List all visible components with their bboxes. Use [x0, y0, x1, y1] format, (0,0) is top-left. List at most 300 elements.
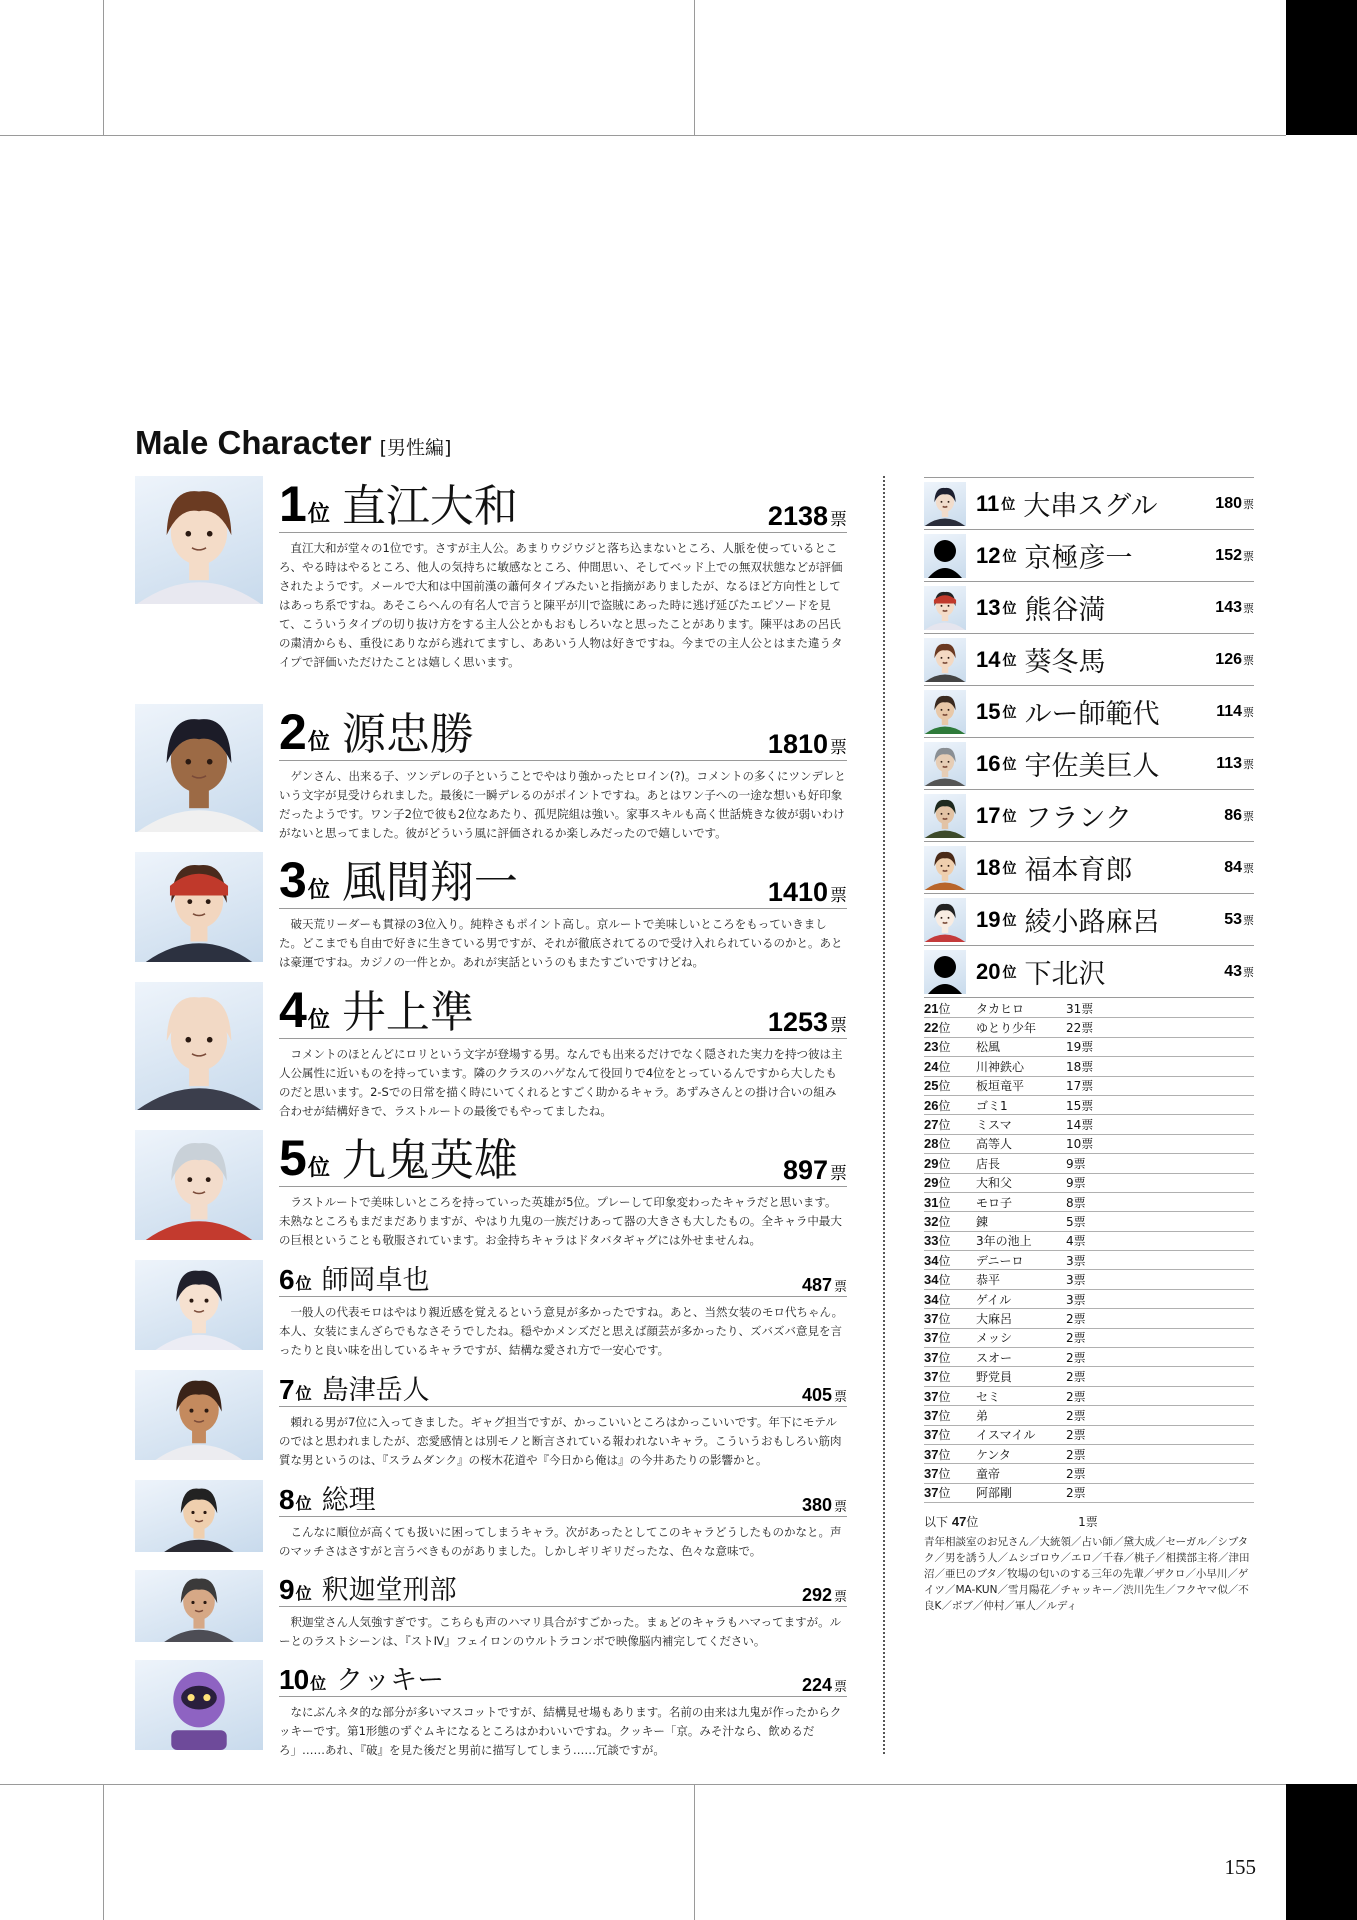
rank-suffix: 位 — [938, 1311, 951, 1326]
rank-cell — [924, 1309, 976, 1328]
rank-label — [279, 1485, 376, 1516]
rank-suffix: 位 — [1002, 860, 1017, 877]
rank-cell — [924, 1386, 976, 1405]
portrait-8-shoulders — [164, 1540, 234, 1552]
vote-unit: 票 — [833, 1590, 847, 1605]
vote-cell — [1066, 1057, 1254, 1076]
vote-number: 897 — [782, 1155, 828, 1185]
vote-unit: 票 — [1081, 1021, 1094, 1036]
thumb-19-eye-right — [948, 916, 950, 918]
vote-unit: 票 — [1081, 1118, 1094, 1133]
character-comment: 一般人の代表モロはやはり親近感を覚えるという意見が多かったですね。あと、当然女装のモロ代ちゃん。本人、女装にまんざらでもなさそうでしたね。穏やかメンズだと思えば顔芸が多かったり、ズバズバ意見を言ったりと良い味を出しているキャラですが、結構な愛され方で一安心です。 — [279, 1305, 844, 1357]
vote-number: 10 — [1066, 1137, 1082, 1152]
vote-number: 224 — [801, 1675, 832, 1695]
table-row — [924, 1406, 1254, 1425]
character-name: ミスマ — [976, 1115, 1066, 1134]
thumb-16-mouth — [943, 766, 948, 767]
rank-title-row — [279, 1660, 847, 1697]
vote-number: 2 — [1066, 1350, 1074, 1365]
character-portrait — [135, 1260, 263, 1350]
crop-line-top — [0, 135, 1286, 136]
table-row — [924, 1348, 1254, 1367]
rank-title-row — [279, 1130, 847, 1187]
rank-number: 37 — [924, 1369, 939, 1385]
rank-row-19 — [924, 893, 1254, 945]
vote-unit: 票 — [830, 886, 847, 906]
rank-suffix: 位 — [310, 1674, 327, 1693]
rank-number: 37 — [924, 1446, 939, 1462]
vote-count — [768, 1007, 847, 1038]
character-name: タカヒロ — [976, 999, 1066, 1018]
rank-number: 20 — [976, 958, 1001, 984]
rank-label — [279, 852, 518, 908]
rank-number: 2 — [279, 704, 306, 760]
character-name: 3年の池上 — [976, 1231, 1066, 1250]
rank-entry-body — [279, 852, 847, 972]
vote-number: 17 — [1066, 1079, 1082, 1094]
character-name: 板垣竜平 — [976, 1076, 1066, 1095]
character-name: 弟 — [976, 1406, 1066, 1425]
rank-number: 37 — [924, 1485, 939, 1501]
rank-cell — [924, 1251, 976, 1270]
vote-unit: 票 — [1243, 861, 1254, 875]
character-name: デニーロ — [976, 1251, 1066, 1270]
tail-rank: 47 — [951, 1514, 967, 1530]
vote-number: 53 — [1224, 910, 1242, 928]
rank-number: 17 — [976, 802, 1001, 828]
portrait-5-eye-right — [206, 1177, 211, 1182]
character-name: 福本育郎 — [1024, 855, 1133, 886]
vote-cell — [1066, 1367, 1254, 1386]
thumb-11-mouth — [943, 506, 948, 507]
table-row — [924, 999, 1254, 1018]
character-comment: 破天荒リーダーも貫禄の3位入り。純粋さもポイント高し。京ルートで美味しいところをもっていきました。どこまでも自由で好きに生きている男ですが、それが徹底されてるので受け入れられているのかと。あとは豪運ですね。カジノの一件とか。あれが実話というのもまたすごいですけどね。 — [279, 917, 843, 969]
rank-suffix: 位 — [938, 1040, 951, 1055]
thumb-15-eye-right — [948, 708, 950, 710]
table-row — [924, 1270, 1254, 1289]
rank-suffix: 位 — [307, 1156, 330, 1181]
character-name: モロ子 — [976, 1192, 1066, 1211]
thumb-17-eye-right — [948, 812, 950, 814]
vote-number: 14 — [1066, 1118, 1082, 1133]
rank-number: 23 — [924, 1039, 939, 1055]
vote-number: 5 — [1066, 1214, 1074, 1229]
rank-label — [279, 476, 518, 532]
character-thumbnail — [924, 638, 966, 682]
rank-number: 6 — [279, 1264, 294, 1295]
rank-entry-1 — [135, 476, 847, 669]
thumb-15-mouth — [943, 714, 948, 715]
rank-suffix: 位 — [938, 1195, 951, 1210]
vote-cell — [1066, 1386, 1254, 1405]
vote-unit: 票 — [1073, 1486, 1086, 1501]
rank-number: 13 — [976, 594, 1001, 620]
thumb-18-shoulders — [925, 882, 966, 889]
rank-row-14 — [924, 633, 1254, 685]
thumb-14-eye-left — [941, 656, 943, 658]
thumb-18-eye-right — [948, 864, 950, 866]
character-name: 葵冬馬 — [1024, 647, 1106, 678]
table-row — [924, 1251, 1254, 1270]
rank-suffix: 位 — [1002, 548, 1017, 565]
vote-cell — [1066, 1328, 1254, 1347]
rank-number: 33 — [924, 1233, 939, 1249]
rank-suffix: 位 — [938, 1059, 951, 1074]
rank-title-row — [279, 852, 847, 909]
portrait-10-eye-left — [188, 1694, 195, 1701]
vote-count — [783, 1155, 847, 1186]
thumb-17-eye-left — [941, 812, 943, 814]
thumb-19-eye-left — [941, 916, 943, 918]
rank-number: 22 — [924, 1020, 939, 1036]
vote-unit: 票 — [1073, 1234, 1086, 1249]
portrait-10-body — [171, 1730, 226, 1750]
table-row — [924, 1464, 1254, 1483]
column-divider — [883, 476, 885, 1754]
character-name: 熊谷満 — [1024, 595, 1106, 626]
vote-cell — [1066, 1270, 1254, 1289]
rank-suffix: 位 — [938, 1273, 951, 1288]
rank-suffix: 位 — [295, 1274, 312, 1293]
thumb-14-shoulders — [925, 674, 966, 681]
rank-number: 21 — [924, 1000, 939, 1016]
rank-suffix: 位 — [938, 1079, 951, 1094]
vote-cell — [1066, 1309, 1254, 1328]
vote-cell — [1066, 1348, 1254, 1367]
vote-cell — [1066, 1134, 1254, 1153]
thumb-13-eye-left — [941, 604, 943, 606]
vote-unit: 票 — [1073, 1428, 1086, 1443]
character-name: 松風 — [976, 1037, 1066, 1056]
rank-cell — [924, 1037, 976, 1056]
vote-count — [802, 1275, 847, 1296]
section-heading — [135, 424, 451, 464]
crop-block-bottom-right — [1286, 1784, 1357, 1920]
low-rank-table — [924, 999, 1254, 1503]
vote-number: 2 — [1066, 1311, 1074, 1326]
vote-unit: 票 — [1243, 965, 1254, 979]
vote-number: 86 — [1224, 806, 1242, 824]
vote-unit: 票 — [833, 1390, 847, 1405]
character-name: 釈迦堂刑部 — [321, 1575, 457, 1606]
rank-title-row — [279, 476, 847, 533]
rank-title-row — [279, 1370, 847, 1407]
portrait-7-shoulders — [155, 1445, 242, 1460]
character-comment: ゲンさん、出来る子、ツンデレの子ということでやはり強かったヒロイン(?)。コメントの多くにツンデレという文字が見受けられました。最後に一瞬デレるのがポイントですね。あとはワン子への一途な想いも好印象だったようです。ワン子2位で彼も2位なあたり、孤児院組は強い。家事スキルも高く世話焼きな彼が弱いわけがないと思ってました。彼がどういう風に評価されるか楽しみだったので嬉しいです。 — [279, 769, 846, 840]
character-name: 大和父 — [976, 1173, 1066, 1192]
rank-number: 37 — [924, 1427, 939, 1443]
vote-number: 2 — [1066, 1428, 1074, 1443]
rank-cell — [924, 1018, 976, 1037]
vote-cell — [1066, 999, 1254, 1018]
vote-number: 3 — [1066, 1253, 1074, 1268]
character-name: 総理 — [321, 1485, 376, 1516]
character-name: フランク — [1024, 803, 1132, 834]
vote-number: 31 — [1066, 1001, 1082, 1016]
rank-entry-4 — [135, 982, 847, 1122]
character-portrait — [135, 982, 263, 1110]
rank-suffix: 位 — [1002, 652, 1017, 669]
vote-number: 180 — [1215, 494, 1242, 512]
character-name: メッシ — [976, 1328, 1066, 1347]
character-name: イスマイル — [976, 1425, 1066, 1444]
character-name: 高等人 — [976, 1134, 1066, 1153]
table-row — [924, 1173, 1254, 1192]
vote-unit: 票 — [1243, 913, 1254, 927]
rank-title-row — [279, 982, 847, 1039]
rank-suffix: 位 — [938, 1253, 951, 1268]
rank-cell — [924, 1270, 976, 1289]
character-name: 京極彦一 — [1024, 543, 1133, 574]
rank-label — [279, 1665, 444, 1696]
vote-count — [768, 877, 847, 908]
rank-cell — [924, 999, 976, 1018]
vote-unit: 票 — [833, 1680, 847, 1695]
vote-cell — [1066, 1018, 1254, 1037]
character-name: セミ — [976, 1386, 1066, 1405]
rank-label — [279, 704, 474, 760]
rank-number: 16 — [976, 750, 1001, 776]
vote-number: 2 — [1066, 1389, 1074, 1404]
vote-count — [802, 1495, 847, 1516]
tail-heading — [924, 1513, 1254, 1530]
thumb-14-eye-right — [948, 656, 950, 658]
thumb-12-silhouette-head — [934, 540, 956, 562]
rank-suffix: 位 — [1002, 600, 1017, 617]
vote-number: 2 — [1066, 1370, 1074, 1385]
rank-suffix: 位 — [938, 1021, 951, 1036]
portrait-10-eye-right — [203, 1694, 210, 1701]
portrait-9-shoulders — [164, 1630, 234, 1642]
rank-number: 37 — [924, 1388, 939, 1404]
character-comment: ラストルートで美味しいところを持っていった英雄が5位。プレーして印象変わったキャラだと思います。未熟なところもまだまだありますが、やはり九鬼の一族だけあって器の大きさも大したもの。全キャラ中最大の巨根ということも敬服されています。お金持ちキャラはドタバタギャグには外せませんね。 — [279, 1195, 842, 1247]
table-row — [924, 1115, 1254, 1134]
character-name: ケンタ — [976, 1444, 1066, 1463]
thumb-20-silhouette-head — [934, 956, 956, 978]
character-comment: 直江大和が堂々の1位です。さすが主人公。あまりウジウジと落ち込まないところ、人脈を使っているところ、やる時はやるところ、他人の気持ちに敏感なところ、仲間思い、そしてベッド上での無双状態などが評価されたようです。メールで大和は中国前漢の蕭何タイプみたいと指摘がありましたが、なるほど方向性としてはあっち系ですね。あそこらへんの有名人で言うと陳平が川で盗賊にあった時に逃げ延びたエピソードを見て、こういうタイプの切り抜け方をする主人公とかもおもしろいなと思ったことがあります。陳平はあの呂氏の粛清からも、重役にありながら逃れてますし、ああいう人物は好きですね。今までの主人公とはまた違うタイプで評価いただけたことは嬉しく思います。 — [279, 541, 843, 669]
character-portrait — [135, 1370, 263, 1460]
vote-count — [768, 501, 847, 532]
vote-unit: 票 — [1073, 1214, 1086, 1229]
table-row — [924, 1367, 1254, 1386]
rank-number: 4 — [279, 982, 306, 1038]
portrait-3-shoulders — [146, 943, 252, 962]
vote-unit: 票 — [1073, 1331, 1086, 1346]
vote-cell — [1066, 1289, 1254, 1308]
table-row — [924, 1057, 1254, 1076]
thumb-14-mouth — [943, 662, 948, 663]
character-name: 錬 — [976, 1212, 1066, 1231]
rank-entry-3 — [135, 852, 847, 992]
vote-number: 4 — [1066, 1234, 1074, 1249]
vote-unit: 票 — [1073, 1156, 1086, 1171]
portrait-9-eye-right — [203, 1601, 206, 1604]
vote-number: 113 — [1216, 754, 1242, 772]
thumb-13-mouth — [943, 610, 948, 611]
vote-unit: 票 — [1073, 1292, 1086, 1307]
portrait-9-eye-left — [191, 1601, 194, 1604]
rank-suffix: 位 — [938, 1118, 951, 1133]
rank-entry-body — [279, 1570, 847, 1651]
rank-suffix: 位 — [1002, 964, 1017, 981]
vote-number: 3 — [1066, 1292, 1074, 1307]
rank-cell — [924, 1212, 976, 1231]
rank-number: 34 — [924, 1252, 939, 1268]
vote-cell — [1066, 1425, 1254, 1444]
vote-count — [802, 1585, 847, 1606]
vote-number: 8 — [1066, 1195, 1074, 1210]
table-row — [924, 1483, 1254, 1502]
character-name: スオー — [976, 1348, 1066, 1367]
vote-unit: 票 — [1073, 1273, 1086, 1288]
rank-number: 11 — [976, 490, 1000, 516]
vote-number: 3 — [1066, 1273, 1074, 1288]
character-portrait — [135, 1130, 263, 1240]
character-name: 風間翔一 — [341, 857, 518, 908]
thumb-15-eye-left — [941, 708, 943, 710]
rank-cell — [924, 1173, 976, 1192]
character-portrait — [135, 476, 263, 604]
character-name: 恭平 — [976, 1270, 1066, 1289]
portrait-8-eye-left — [191, 1511, 194, 1514]
rank-suffix: 位 — [295, 1494, 312, 1513]
rank-number: 18 — [976, 854, 1001, 880]
vote-number: 1253 — [767, 1007, 828, 1037]
vote-number: 9 — [1066, 1176, 1074, 1191]
vote-unit: 票 — [1073, 1447, 1086, 1462]
rank-suffix: 位 — [938, 1447, 951, 1462]
thumb-13-shoulders — [925, 622, 966, 629]
rank-entry-body — [279, 1660, 847, 1760]
thumb-17-shoulders — [925, 830, 966, 837]
thumb-11-shoulders — [925, 518, 966, 525]
rank-row-12 — [924, 529, 1254, 581]
thumb-13-eye-right — [948, 604, 950, 606]
rank-suffix: 位 — [938, 1389, 951, 1404]
character-name: 童帝 — [976, 1464, 1066, 1483]
rank-cell — [924, 1348, 976, 1367]
vote-number: 152 — [1215, 546, 1242, 564]
character-portrait — [135, 852, 263, 962]
vote-unit: 票 — [1081, 1079, 1094, 1094]
character-name: 直江大和 — [341, 481, 518, 532]
vote-number: 114 — [1216, 702, 1242, 720]
rank-cell — [924, 1464, 976, 1483]
character-name: 店長 — [976, 1154, 1066, 1173]
section-title-jp: [男性編] — [379, 437, 452, 459]
portrait-8-eye-right — [203, 1511, 206, 1514]
vote-unit: 票 — [830, 510, 847, 530]
thumb-12-silhouette-body — [928, 568, 962, 578]
portrait-6-eye-left — [189, 1299, 193, 1303]
table-row — [924, 1076, 1254, 1095]
rank-suffix: 位 — [1002, 808, 1017, 825]
character-comment: こんなに順位が高くても扱いに困ってしまうキャラ。次があったとしてこのキャラどうしたものかなと。声のマッチさはさすがと言うべきものがありました。しかしギリギリだったな、色々な意味で。 — [279, 1525, 842, 1558]
rank-cell — [924, 1444, 976, 1463]
rank-suffix: 位 — [938, 1350, 951, 1365]
vote-number: 126 — [1215, 650, 1242, 668]
vote-cell — [1066, 1406, 1254, 1425]
portrait-3-eye-left — [187, 899, 192, 904]
rank-number: 1 — [279, 476, 306, 532]
rank-number: 29 — [924, 1155, 939, 1171]
rank-entry-body — [279, 704, 847, 843]
thumb-19-mouth — [943, 922, 948, 923]
thumb-15-shoulders — [925, 726, 966, 733]
mid-rank-list — [924, 477, 1254, 998]
vote-number: 9 — [1066, 1156, 1074, 1171]
thumb-16-eye-right — [948, 760, 950, 762]
vote-count — [802, 1385, 847, 1406]
character-name: 大麻呂 — [976, 1309, 1066, 1328]
rank-cell — [924, 1057, 976, 1076]
rank-number: 25 — [924, 1078, 939, 1094]
vote-number: 143 — [1215, 598, 1242, 616]
table-row — [924, 1212, 1254, 1231]
character-name: 阿部剛 — [976, 1483, 1066, 1502]
portrait-3-eye-right — [206, 899, 211, 904]
rank-entry-body — [279, 1130, 847, 1250]
rank-entry-2 — [135, 704, 847, 844]
character-name: クッキー — [336, 1665, 445, 1696]
vote-unit: 票 — [1081, 1137, 1094, 1152]
rank-entry-body — [279, 1260, 847, 1360]
portrait-7-eye-right — [205, 1409, 209, 1413]
portrait-1-eye-left — [185, 531, 191, 537]
rank-row-20 — [924, 945, 1254, 998]
rank-cell — [924, 1192, 976, 1211]
vote-number: 2 — [1066, 1408, 1074, 1423]
portrait-7-eye-left — [189, 1409, 193, 1413]
rank-suffix: 位 — [295, 1584, 312, 1603]
portrait-10-visor — [181, 1686, 217, 1710]
table-row — [924, 1309, 1254, 1328]
rank-number: 31 — [924, 1194, 939, 1210]
rank-cell — [924, 1095, 976, 1114]
vote-cell — [1066, 1251, 1254, 1270]
vote-unit: 票 — [1081, 1001, 1094, 1016]
rank-cell — [924, 1483, 976, 1502]
character-portrait — [135, 1570, 263, 1642]
character-name: 島津岳人 — [321, 1375, 430, 1406]
thumb-17-mouth — [943, 818, 948, 819]
vote-number: 405 — [801, 1385, 832, 1405]
rank-suffix: 位 — [1001, 496, 1016, 513]
character-name: 野党員 — [976, 1367, 1066, 1386]
vote-unit: 票 — [1073, 1176, 1086, 1191]
rank-suffix: 位 — [307, 878, 330, 903]
rank-cell — [924, 1076, 976, 1095]
vote-unit: 票 — [830, 1016, 847, 1036]
portrait-6-eye-right — [205, 1299, 209, 1303]
character-thumbnail — [924, 690, 966, 734]
rank-suffix: 位 — [938, 1292, 951, 1307]
vote-unit: 票 — [833, 1280, 847, 1295]
vote-number: 15 — [1066, 1098, 1082, 1113]
table-row — [924, 1386, 1254, 1405]
character-name: 九鬼英雄 — [341, 1135, 518, 1186]
vote-unit: 票 — [1073, 1370, 1086, 1385]
rank-suffix: 位 — [938, 1467, 951, 1482]
rank-number: 24 — [924, 1058, 939, 1074]
rank-suffix: 位 — [938, 1370, 951, 1385]
rank-number: 19 — [976, 906, 1001, 932]
rank-cell — [924, 1231, 976, 1250]
character-thumbnail — [924, 534, 966, 578]
tail-prefix: 以下 — [924, 1515, 949, 1530]
table-row — [924, 1231, 1254, 1250]
crop-line-bottom-center — [694, 1784, 695, 1920]
